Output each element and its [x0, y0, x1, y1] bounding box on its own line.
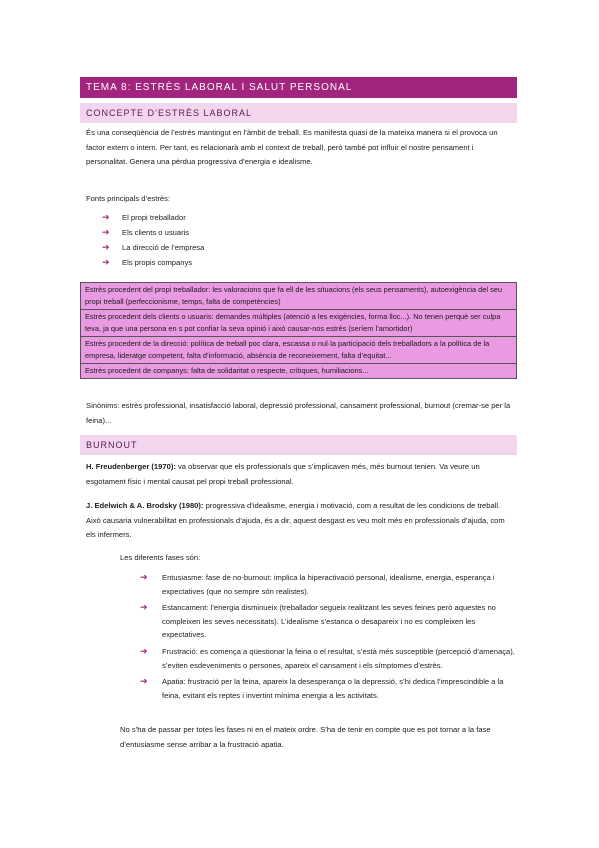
list-item: ➔ El propi treballador — [102, 210, 512, 225]
table-row: Estrès procedent de la direcció: política de treball poc clara, escassa o nul·la participació dels treballadors a la política de la empresa, lideratge competent, falta d’informació, absència de reconeixement, falta d’equitat... — [81, 336, 516, 363]
list-item: ➔ Estancament: l’energia disminueix (treballador segueix realitzant les seves feines però aquestes no compleixen les seves necessitats). L’idealisme s’estanca o desapareix i no es compleixen les expectatives. — [140, 602, 496, 640]
list-item: ➔ Apatia: frustració per la feina, apareix la desesperança o la depressió, s’hi dedica l’imprescindible a la feina, evitant els reptes i invertint mínima energia a les activitats. — [140, 676, 504, 700]
document-title: TEMA 8: ESTRÈS LABORAL I SALUT PERSONAL — [80, 77, 517, 98]
list-item: ➔ Frustració: es comença a qüestionar la feina o el resultat, s’està més susceptible (percepció d’amenaça), s’eviten esdeveniments o persones, apareix el cansament i els símptomes d’estrès. — [140, 645, 515, 670]
phases-label: Les diferents fases són: — [120, 553, 201, 562]
stress-sources-table — [80, 282, 517, 379]
table-row: Estrès procedent del propi treballador: les valoracions que fa ell de les situacions (els seus pensaments), autoexigència del seu propi treball (perfeccionisme, temps, falta de competències) — [85, 285, 502, 306]
concept-paragraph: És una conseqüència de l’estrès mantingut en l’àmbit de treball. Es manifesta quasi de la mateixa manera si el provoca un factor extern o intern. Per tant, es relacionarà amb el context de treball, però també pot influir el nostre pensament i personalitat. Genera una pèrdua progressiva d’energia e idealisme. — [86, 128, 498, 167]
phases-list — [140, 571, 515, 705]
closing-paragraph: No s’ha de passar per totes les fases ni en el mateix ordre. S’ha de tenir en compte que es pot tornar a la fase d’entusiasme sense arribar a la frustració apatia. — [120, 725, 491, 749]
list-item: ➔ Els propis companys — [102, 255, 512, 270]
arrow-icon: ➔ — [140, 645, 148, 656]
table-row: Estrès procedent dels clients o usuaris: demandes múltiples (atenció a les exigències, forma lloc...). No tenen perquè ser culpa teva, ja que una persona en s pot confiar la seva opinió i això causar-nos estrès (seríem l’amortidor) — [81, 309, 516, 336]
synonyms-paragraph: Sinònims: estrès professional, insatisfacció laboral, depressió professional, cansament professional, burnout (cremar-se per la feina)... — [86, 401, 511, 425]
sources-label: Fonts principals d’estrès: — [86, 194, 170, 203]
arrow-icon: ➔ — [140, 572, 148, 582]
edelwich-paragraph: J. Edelwich & A. Brodsky (1980): progressiva d’idealisme, energia i motivació, com a resultat de les condicions de treball. Això causaria vulnerabilitat en professionals d’ajuda, és a dir, aquest desgast es veu molt més en professionals d’ajuda, com els infermers. — [86, 501, 505, 540]
arrow-icon: ➔ — [102, 257, 110, 267]
list-item: ➔ Els clients o usuaris — [102, 225, 512, 240]
list-item: ➔ Entusiasme: fase de no-burnout: implica la hiperactivació personal, idealisme, energia, esperança i expectatives (que no sempre són realistes). — [140, 572, 495, 596]
arrow-icon: ➔ — [102, 242, 110, 252]
arrow-icon: ➔ — [102, 227, 110, 237]
section-heading-concept: CONCEPTE D’ESTRÈS LABORAL — [80, 103, 517, 123]
arrow-icon: ➔ — [140, 676, 148, 687]
table-row: Estrès procedent de companys: falta de solidaritat o respecte, crítiques, humiliacions... — [81, 363, 516, 378]
section-heading-burnout: BURNOUT — [80, 435, 517, 455]
arrow-icon: ➔ — [140, 602, 148, 613]
sources-list — [102, 210, 512, 270]
arrow-icon: ➔ — [102, 212, 110, 222]
freudenberger-paragraph: H. Freudenberger (1970): va observar que els professionals que s’implicaven més, més burnout tenien. Va veure un esgotament físic i mental causat pel propi treball professional. — [86, 462, 480, 486]
list-item: ➔ La direcció de l’empresa — [102, 240, 512, 255]
